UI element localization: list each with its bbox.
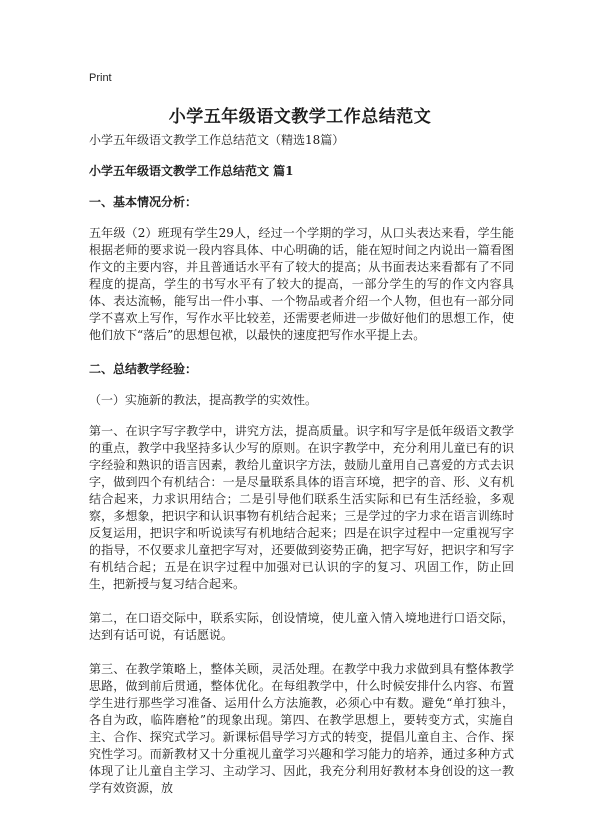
page-title: 小学五年级语文教学工作总结范文 bbox=[168, 107, 432, 127]
paragraph-strategy: 第三、在教学策略上，整体关顾，灵活处理。在教学中我力求做到具有整体教学思路，做到前后贯通，整体优化。在每组教学中，什么时候安排什么内容、布置学生进行那些学习准备、运用什么方法施教，必须心中有数。避免“单打独斗，各自为政，临阵磨枪”的现象出现。第四、在教学思想上，要转变方式，实施自主、合作、探究式学习。新课标倡导学习方式的转变，提倡儿童自主、合作、探究性学习。而新教材又十分重视儿童学习兴趣和学习能力的培养，通过多种方式体现了让儿童自主学习、主动学习、因此，我充分利用好教材本身创设的这一教学有效资源，放 bbox=[89, 662, 514, 795]
print-link[interactable]: Print bbox=[89, 72, 112, 84]
document-body bbox=[89, 132, 514, 814]
subheading-new-methods: （一）实施新的教法，提高教学的实效性。 bbox=[89, 393, 318, 407]
paragraph-literacy: 第一、在识字写字教学中，讲究方法，提高质量。识字和写字是低年级语文教学的重点，教学中我坚持多认少写的原则。在识字教学中，充分利用儿童已有的识字经验和熟识的语言因素，教给儿童识字方法，鼓励儿童用自己喜爱的方式去识字，做到四个有机结合：一是尽量联系具体的语言环境，把字的音、形、义有机结合起来，力求识用结合；二是引导他们联系生活实际和已有生活经验，多观察，多想象，把识字和认识事物有机结合起来；三是学过的字力求在语言训练时反复运用，把识字和听说读写有机地结合起来；四是在识字过程中一定重视写字的指导，不仅要求儿童把字写对，还要做到姿势正确，把字写好，把识字和写字有机结合起；五是在识字过程中加强对已认识的字的复习、巩固工作，防止回生，把新授与复习结合起来。 bbox=[89, 424, 514, 591]
paragraph-oral: 第二，在口语交际中，联系实际，创设情境，使儿童入情入境地进行口语交际，达到有话可说，有话愿说。 bbox=[89, 611, 514, 642]
paragraph-situation: 五年级（2）班现有学生29人，经过一个学期的学习，从口头表达来看，学生能根据老师的要求说一段内容具体、中心明确的话，能在短时间之内说出一篇看图作文的主要内容，并且普通话水平有了较大的提高；从书面表达来看都有了不同程度的提高，学生的书写水平有了较大的提高，一部分学生的写的作文内容具体、表达流畅，能写出一件小事、一个物品或者介绍一个人物，但也有一部分同学不喜欢上写作，写作水平比较差，还需要老师进一步做好他们的思想工作，使他们放下“落后”的思想包袱，以最快的速度把写作水平提上去。 bbox=[89, 226, 514, 342]
heading-teaching-experience: 二、总结教学经验： bbox=[89, 362, 198, 376]
section-title: 小学五年级语文教学工作总结范文 篇1 bbox=[89, 164, 294, 178]
heading-basic-situation: 一、基本情况分析： bbox=[89, 195, 198, 209]
document-subtitle: 小学五年级语文教学工作总结范文（精选18篇） bbox=[89, 133, 345, 147]
